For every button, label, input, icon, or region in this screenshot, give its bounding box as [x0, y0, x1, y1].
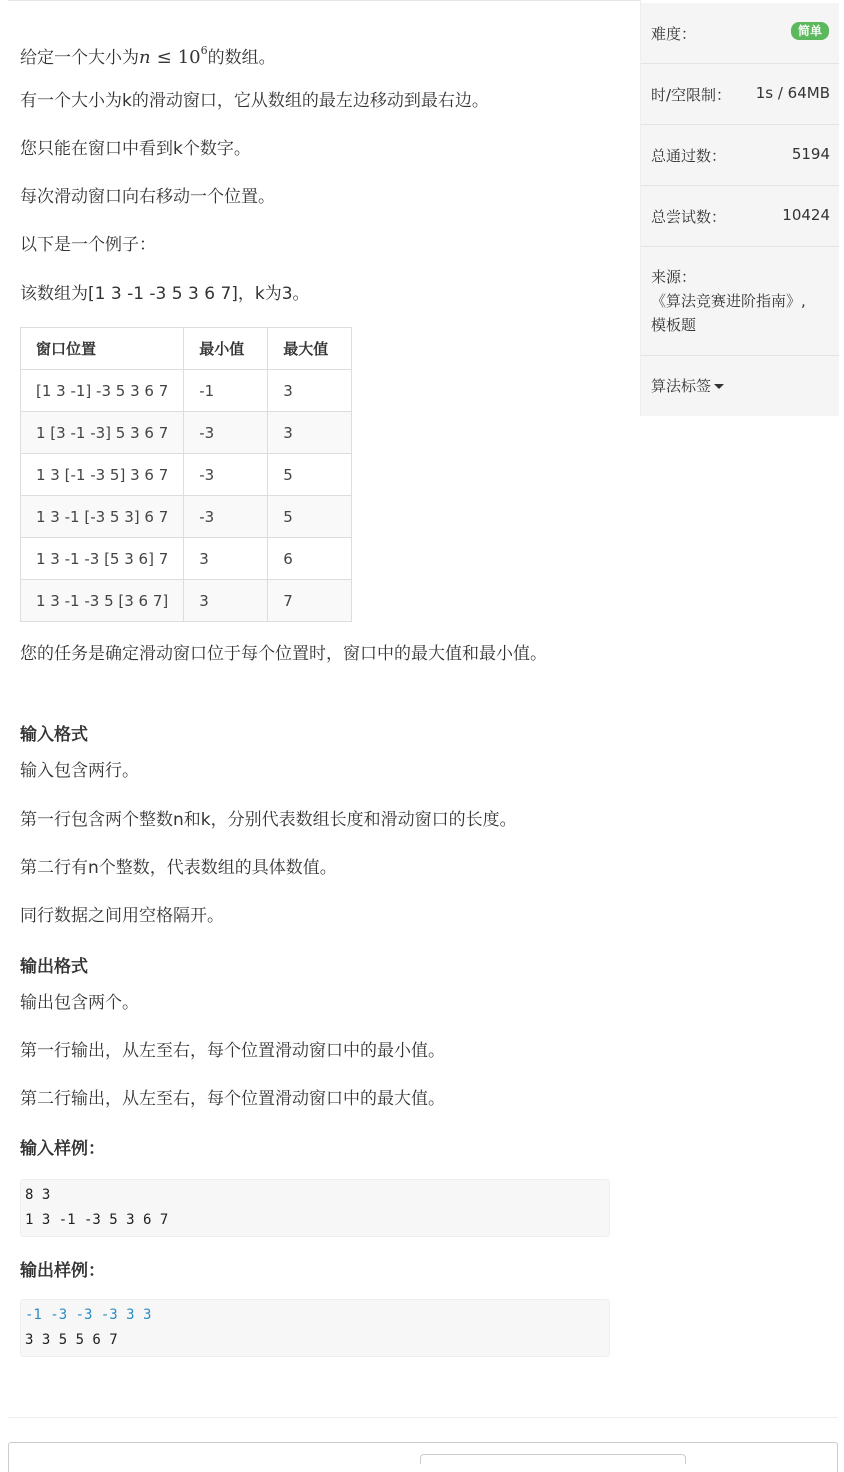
- difficulty-badge: 简单: [791, 22, 829, 40]
- sample-input-heading: 输入样例：: [20, 1139, 105, 1159]
- output-format-line: 第二行输出，从左至右，每个位置滑动窗口中的最大值。: [20, 1089, 445, 1109]
- table-header: 最小值: [184, 328, 268, 370]
- passed-label: 总通过数：: [651, 147, 727, 165]
- paragraph: 以下是一个例子：: [20, 235, 156, 255]
- intro-text: 给定一个大小为$n \le 10^6$的数组。: [20, 44, 276, 68]
- table-row: [21, 454, 352, 496]
- table-cell: 1 3 [-1 -3 5] 3 6 7: [21, 454, 184, 496]
- table-cell: 3: [268, 412, 352, 454]
- code-line: 1 3 -1 -3 5 3 6 7: [25, 1212, 169, 1228]
- tried-row: [641, 186, 839, 247]
- sample-output-heading: 输出样例：: [20, 1261, 105, 1281]
- passed-value: 5194: [791, 145, 830, 163]
- code-line: -1 -3 -3 -3 3 3: [25, 1307, 152, 1323]
- sample-output-code[interactable]: [20, 1299, 610, 1357]
- limit-row: [641, 64, 839, 125]
- input-format-line: 同行数据之间用空格隔开。: [20, 906, 224, 926]
- source-link[interactable]: 《算法竞赛进阶指南》,: [651, 292, 806, 310]
- tried-label: 总尝试数：: [651, 208, 727, 226]
- editor-toolbar-edge: [420, 1454, 686, 1464]
- passed-row: [641, 125, 839, 186]
- table-cell: 7: [268, 580, 352, 622]
- table-cell: 5: [268, 454, 352, 496]
- paragraph: 您只能在窗口中看到k个数字。: [20, 139, 251, 159]
- input-format-heading: 输入格式: [20, 725, 88, 745]
- table-row: [21, 412, 352, 454]
- table-cell: -3: [184, 496, 268, 538]
- source-row: [641, 247, 839, 356]
- output-format-line: 第一行输出，从左至右，每个位置滑动窗口中的最小值。: [20, 1041, 445, 1061]
- table-cell: 1 3 -1 -3 [5 3 6] 7: [21, 538, 184, 580]
- table-row: [21, 370, 352, 412]
- table-cell: 1 3 -1 [-3 5 3] 6 7: [21, 496, 184, 538]
- math-constraint: $n \le 10^6$: [139, 44, 208, 68]
- difficulty-label: 难度：: [651, 25, 697, 43]
- table-cell: 6: [268, 538, 352, 580]
- table-header: 最大值: [268, 328, 352, 370]
- top-border: [8, 0, 640, 1]
- paragraph: 该数组为[1 3 -1 -3 5 3 6 7]，k为3。: [20, 284, 310, 304]
- paragraph: 每次滑动窗口向右移动一个位置。: [20, 187, 275, 207]
- tried-value: 10424: [782, 206, 830, 224]
- table-cell: 3: [268, 370, 352, 412]
- paragraph: 有一个大小为k的滑动窗口，它从数组的最左边移动到最右边。: [20, 91, 489, 111]
- source-label: 来源：: [651, 268, 697, 286]
- table-cell: 1 3 -1 -3 5 [3 6 7]: [21, 580, 184, 622]
- table-header: 窗口位置: [21, 328, 184, 370]
- output-format-heading: 输出格式: [20, 957, 88, 977]
- table-header-row: [21, 328, 352, 370]
- table-cell: 1 [3 -1 -3] 5 3 6 7: [21, 412, 184, 454]
- problem-info-sidebar: [640, 0, 838, 416]
- table-cell: 3: [184, 580, 268, 622]
- input-format-line: 第二行有n个整数，代表数组的具体数值。: [20, 858, 337, 878]
- limit-label: 时/空限制：: [651, 86, 732, 104]
- difficulty-row: [641, 3, 839, 64]
- code-line: 3 3 5 5 6 7: [25, 1332, 118, 1348]
- output-format-line: 输出包含两个。: [20, 993, 139, 1013]
- input-format-line: 第一行包含两个整数n和k，分别代表数组长度和滑动窗口的长度。: [20, 810, 517, 830]
- limit-value: 1s / 64MB: [755, 84, 830, 102]
- code-line: 8 3: [25, 1187, 51, 1203]
- tags-row[interactable]: [641, 356, 839, 416]
- table-cell: -1: [184, 370, 268, 412]
- tags-label: 算法标签: [651, 377, 712, 395]
- example-table: [20, 327, 352, 622]
- sample-input-code[interactable]: [20, 1179, 610, 1237]
- table-cell: 3: [184, 538, 268, 580]
- table-cell: -3: [184, 454, 268, 496]
- table-cell: [1 3 -1] -3 5 3 6 7: [21, 370, 184, 412]
- tags-toggle[interactable]: [651, 375, 724, 396]
- caret-down-icon: [714, 384, 724, 389]
- table-row: [21, 580, 352, 622]
- table-cell: 5: [268, 496, 352, 538]
- divider: [8, 1417, 838, 1418]
- input-format-line: 输入包含两行。: [20, 761, 139, 781]
- task-paragraph: 您的任务是确定滑动窗口位于每个位置时，窗口中的最大值和最小值。: [20, 644, 547, 664]
- table-row: [21, 538, 352, 580]
- table-cell: -3: [184, 412, 268, 454]
- table-row: [21, 496, 352, 538]
- source-link[interactable]: 模板题: [651, 316, 697, 334]
